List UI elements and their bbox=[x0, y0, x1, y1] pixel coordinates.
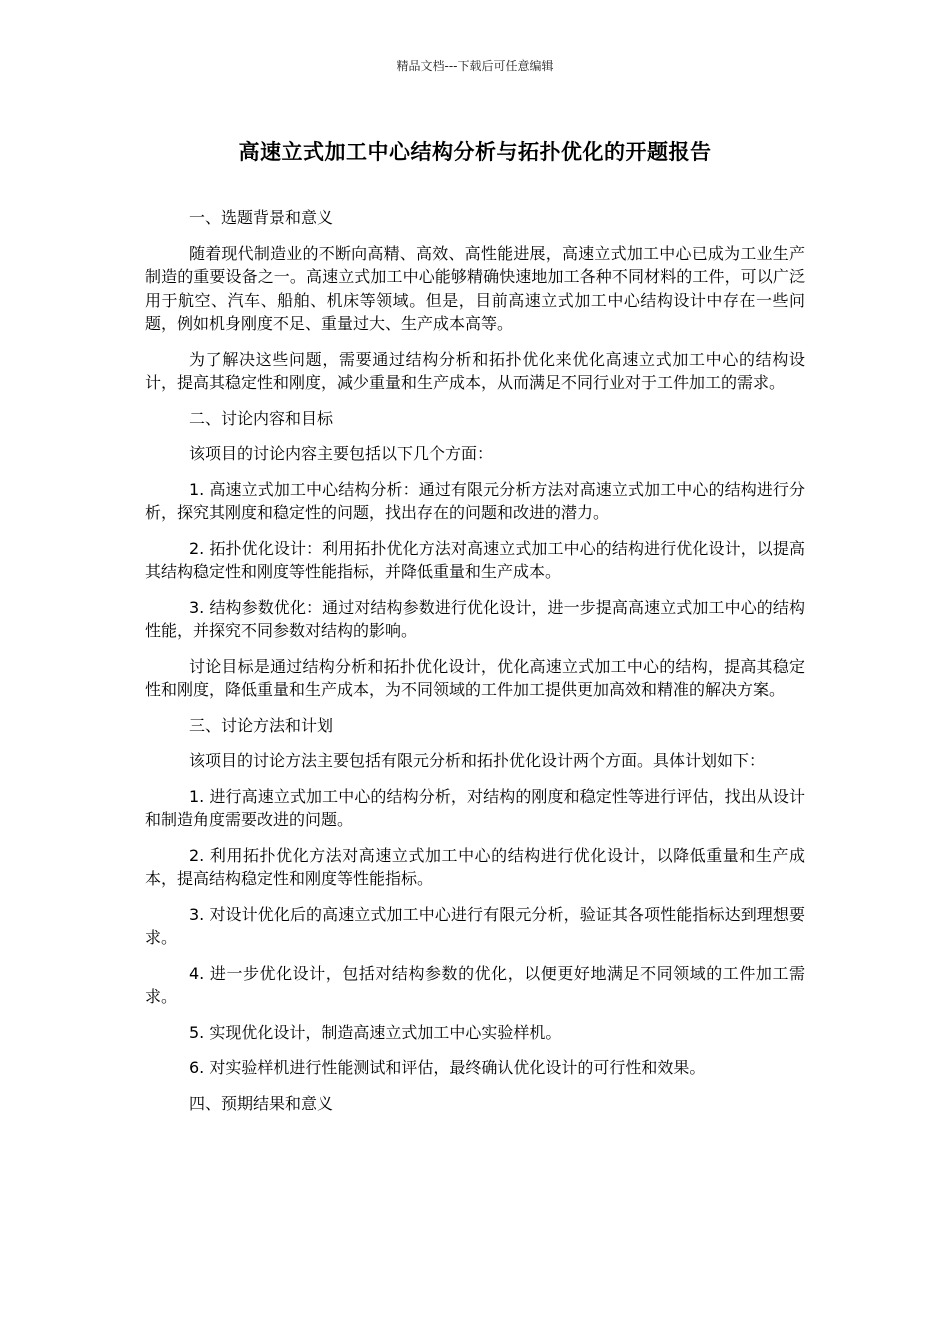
header-note: 精品文档---下载后可任意编辑 bbox=[396, 59, 554, 73]
list-item-plan-6: 6. 对实验样机进行性能测试和评估，最终确认优化设计的可行性和效果。 bbox=[189, 1058, 706, 1077]
list-item-plan-5: 5. 实现优化设计，制造高速立式加工中心实验样机。 bbox=[189, 1022, 562, 1042]
document-title: 高速立式加工中心结构分析与拓扑优化的开题报告 bbox=[238, 140, 712, 164]
document-body bbox=[145, 206, 805, 1127]
list-item-content-3: 3. 结构参数优化：通过对结构参数进行优化设计，进一步提高高速立式加工中心的结构性能，并探究不同参数对结构的影响。 bbox=[145, 597, 805, 640]
list-item-plan-4: 4. 进一步优化设计，包括对结构参数的优化，以便更好地满足不同领域的工件加工需求。 bbox=[145, 963, 805, 1006]
paragraph-background-2: 为了解决这些问题，需要通过结构分析和拓扑优化来优化高速立式加工中心的结构设计，提高其稳定性和刚度，减少重量和生产成本，从而满足不同行业对于工件加工的需求。 bbox=[145, 349, 805, 392]
section-heading-background: 一、选题背景和意义 bbox=[189, 208, 334, 227]
list-item-plan-2: 2. 利用拓扑优化方法对高速立式加工中心的结构进行优化设计，以降低重量和生产成本，提高结构稳定性和刚度等性能指标。 bbox=[145, 845, 805, 888]
section-heading-content-goals: 二、讨论内容和目标 bbox=[189, 408, 334, 428]
section-heading-expected-results: 四、预期结果和意义 bbox=[189, 1093, 334, 1113]
paragraph-content-intro: 该项目的讨论内容主要包括以下几个方面： bbox=[189, 444, 494, 463]
list-item-plan-1: 1. 进行高速立式加工中心的结构分析，对结构的刚度和稳定性等进行评估，找出从设计和制造角度需要改进的问题。 bbox=[145, 786, 805, 829]
paragraph-goals: 讨论目标是通过结构分析和拓扑优化设计，优化高速立式加工中心的结构，提高其稳定性和刚度，降低重量和生产成本，为不同领域的工件加工提供更加高效和精准的解决方案。 bbox=[145, 656, 805, 699]
paragraph-background-1: 随着现代制造业的不断向高精、高效、高性能进展，高速立式加工中心已成为工业生产制造的重要设备之一。高速立式加工中心能够精确快速地加工各种不同材料的工件，可以广泛用于航空、汽车、船舶、机床等领域。但是，目前高速立式加工中心结构设计中存在一些问题，例如机身刚度不足、重量过大、生产成本高等。 bbox=[145, 243, 805, 333]
list-item-content-2: 2. 拓扑优化设计：利用拓扑优化方法对高速立式加工中心的结构进行优化设计，以提高其结构稳定性和刚度等性能指标，并降低重量和生产成本。 bbox=[145, 538, 805, 581]
paragraph-methods-intro: 该项目的讨论方法主要包括有限元分析和拓扑优化设计两个方面。具体计划如下： bbox=[189, 751, 766, 770]
list-item-plan-3: 3. 对设计优化后的高速立式加工中心进行有限元分析，验证其各项性能指标达到理想要求。 bbox=[145, 904, 805, 947]
list-item-content-1: 1. 高速立式加工中心结构分析：通过有限元分析方法对高速立式加工中心的结构进行分析，探究其刚度和稳定性的问题，找出存在的问题和改进的潜力。 bbox=[145, 479, 805, 522]
section-heading-methods-plan: 三、讨论方法和计划 bbox=[189, 715, 334, 735]
